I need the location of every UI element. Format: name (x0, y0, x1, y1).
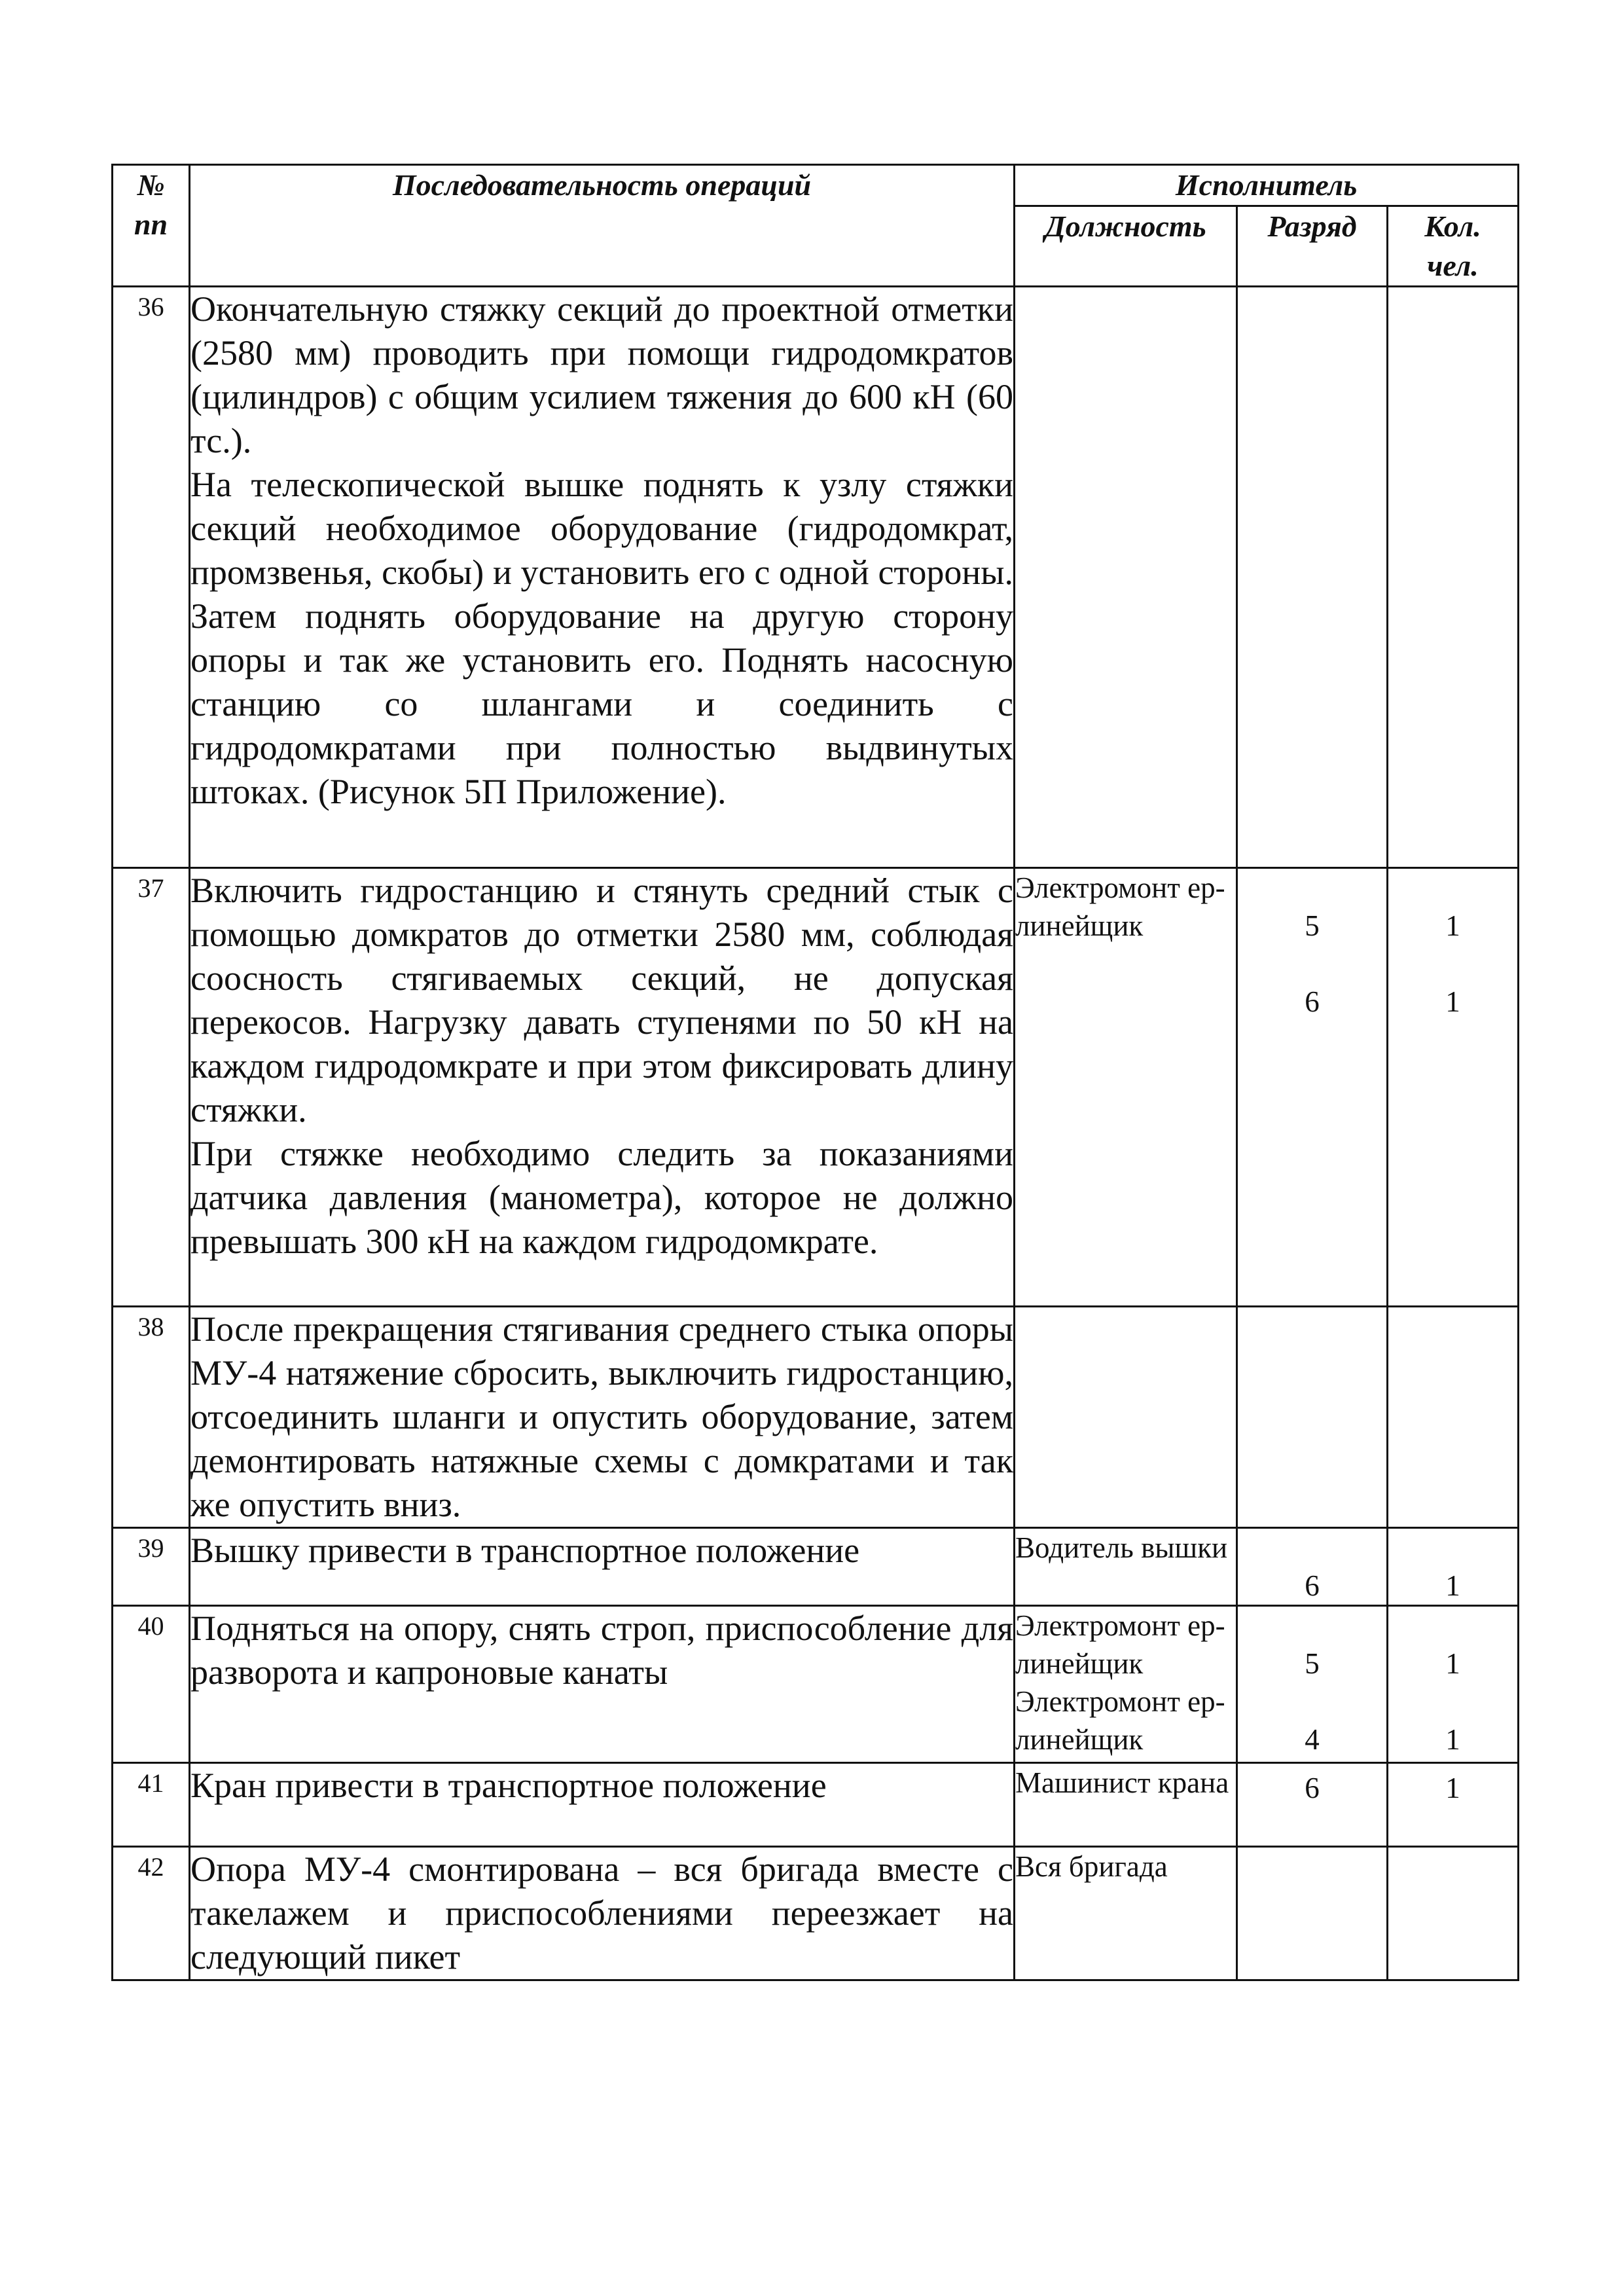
operation-text (190, 1763, 1015, 1847)
row-number: 41 (113, 1763, 190, 1847)
header-sequence: Последовательность операций (190, 165, 1015, 287)
operation-paragraph: Включить гидростанцию и стянуть средний стык с помощью домкратов до отметки 2580 мм, соблюдая соосность стягиваемых секций, не допуская перекосов. Нагрузку давать ступенями по 50 кН на каждом гидродомкрате и при этом фиксировать длину стяжки. (190, 871, 1013, 1129)
position-cell: Водитель вышки (1015, 1528, 1237, 1606)
count-value: 1 (1445, 1569, 1460, 1602)
grade-cell (1237, 1847, 1388, 1980)
count-cell (1388, 1606, 1519, 1763)
table-row (113, 1528, 1519, 1606)
header-count: Кол. чел. (1388, 206, 1519, 287)
count-cell (1388, 1763, 1519, 1847)
table-row (113, 1307, 1519, 1528)
header-grade: Разряд (1237, 206, 1388, 287)
operation-text (190, 868, 1015, 1307)
position-cell: Машинист крана (1015, 1763, 1237, 1847)
operation-text (190, 1528, 1015, 1606)
grade-cell (1237, 1307, 1388, 1528)
count-value: 1 (1445, 909, 1460, 942)
grade-value: 6 (1305, 1772, 1320, 1804)
operation-paragraph: При стяжке необходимо следить за показаниями датчика давления (манометра), которое не должно превышать 300 кН на каждом гидродомкрате. (190, 1134, 1013, 1261)
header-executor: Исполнитель (1015, 165, 1519, 206)
operation-text (190, 287, 1015, 868)
header-num: № пп (113, 165, 190, 287)
operation-paragraph: Кран привести в транспортное положение (190, 1766, 827, 1805)
grade-value: 4 (1305, 1723, 1320, 1756)
table-row (113, 1763, 1519, 1847)
row-number: 38 (113, 1307, 190, 1528)
row-number: 39 (113, 1528, 190, 1606)
count-value: 1 (1445, 1647, 1460, 1680)
position-cell (1015, 1307, 1237, 1528)
count-cell (1388, 1307, 1519, 1528)
operation-paragraph: Окончательную стяжку секций до проектной отметки (2580 мм) проводить при помощи гидродомкратов (цилиндров) с общим усилием тяжения до 600 кН (60 тс.). (190, 289, 1013, 460)
count-cell (1388, 868, 1519, 1307)
count-cell (1388, 1847, 1519, 1980)
position-cell: Электромонт ер-линейщик (1015, 868, 1237, 1307)
position-cell: Вся бригада (1015, 1847, 1237, 1980)
row-number: 36 (113, 287, 190, 868)
table-row (113, 1847, 1519, 1980)
position-cell (1015, 287, 1237, 868)
grade-cell (1237, 1606, 1388, 1763)
grade-value: 6 (1305, 1569, 1320, 1602)
operation-paragraph: На телескопической вышке поднять к узлу стяжки секций необходимое оборудование (гидродомкрат, промзвенья, скобы) и установить его с одной стороны. Затем поднять оборудование на другую сторону опоры и так же установить его. Поднять насосную станцию со шлангами и соединить с гидродомкратами при полностью выдвинутых штоках. (Рисунок 5П Приложение). (190, 465, 1013, 811)
table-row (113, 868, 1519, 1307)
grade-cell (1237, 868, 1388, 1307)
grade-value: 5 (1305, 909, 1320, 942)
count-value: 1 (1445, 1723, 1460, 1756)
count-cell (1388, 1528, 1519, 1606)
count-value: 1 (1445, 985, 1460, 1018)
operations-table (111, 164, 1519, 1981)
operation-text (190, 1847, 1015, 1980)
grade-value: 5 (1305, 1647, 1320, 1680)
operation-paragraph: Опора МУ-4 смонтирована – вся бригада вместе с такелажем и приспособлениями переезжает на следующий пикет (190, 1850, 1013, 1977)
table-row (113, 287, 1519, 868)
row-number: 40 (113, 1606, 190, 1763)
table-row (113, 1606, 1519, 1763)
position-cell: Электромонт ер-линейщик Электромонт ер-линейщик (1015, 1606, 1237, 1763)
count-value: 1 (1445, 1772, 1460, 1804)
operation-text (190, 1307, 1015, 1528)
header-position: Должность (1015, 206, 1237, 287)
row-number: 37 (113, 868, 190, 1307)
grade-cell (1237, 1763, 1388, 1847)
grade-value: 6 (1305, 985, 1320, 1018)
operation-paragraph: Вышку привести в транспортное положение (190, 1531, 860, 1570)
header-row-1 (113, 165, 1519, 206)
grade-cell (1237, 287, 1388, 868)
grade-cell (1237, 1528, 1388, 1606)
row-number: 42 (113, 1847, 190, 1980)
operation-text (190, 1606, 1015, 1763)
count-cell (1388, 287, 1519, 868)
operation-paragraph: После прекращения стягивания среднего стыка опоры МУ-4 натяжение сбросить, выключить гидростанцию, отсоединить шланги и опустить оборудование, затем демонтировать натяжные схемы с домкратами и так же опустить вниз. (190, 1309, 1013, 1524)
operation-paragraph: Подняться на опору, снять строп, приспособление для разворота и капроновые канаты (190, 1609, 1013, 1692)
